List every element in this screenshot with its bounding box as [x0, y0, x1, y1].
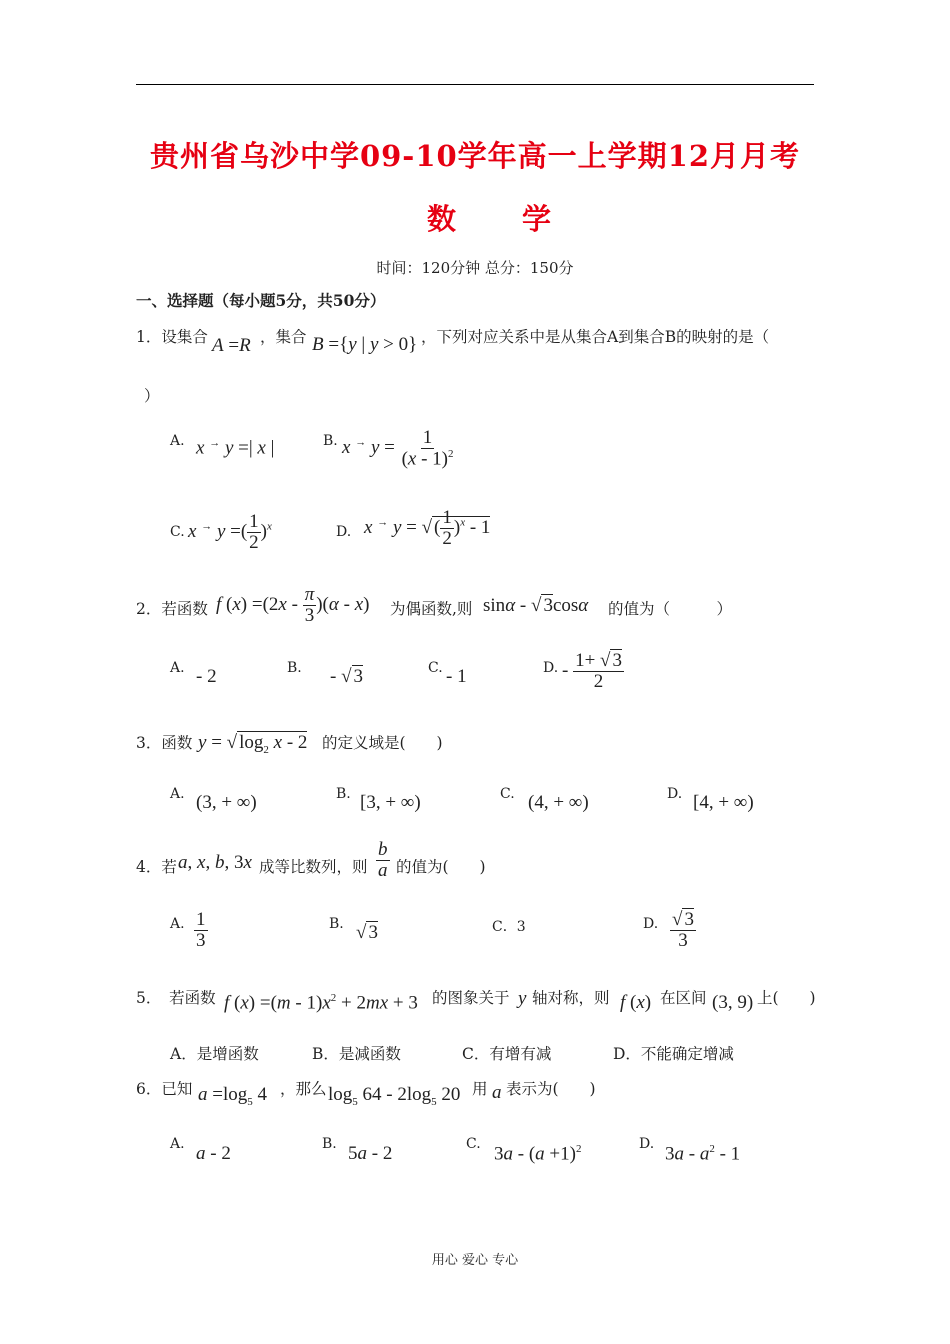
- q4-option-b-label: B.: [329, 916, 344, 932]
- q6-text-c: 用: [472, 1080, 488, 1098]
- q1-option-a-math: x → y =| x |: [196, 437, 275, 459]
- q6-option-a-label: A.: [170, 1136, 185, 1152]
- q1-math-setB: B ={y | y > 0}: [312, 334, 418, 355]
- q4-option-a-math: $\frac{1}{3}$: [196, 909, 206, 951]
- q5-option-d: D．不能确定增减: [613, 1045, 734, 1063]
- q3-text-a: 3．函数: [136, 734, 193, 752]
- q1-option-d-math: x → y = √ ( $\frac{1}{2}$ )$^x$ - 1: [364, 507, 491, 549]
- q5-text-c: 轴对称，则: [532, 989, 610, 1007]
- q3-option-b-label: B.: [336, 786, 351, 802]
- q2-text-c: 的值为（ ）: [608, 600, 733, 618]
- q5-math-function: f $(x) =(m - 1)x^2 + 2mx + 3$: [224, 992, 418, 1014]
- q3-option-a-label: A.: [170, 786, 185, 802]
- q6-math-expression: $\log_5 64 - 2\log_5$ 20: [328, 1084, 461, 1108]
- q4-option-d-math: $\frac{√ 3}{3}$: [672, 909, 694, 951]
- q6-option-b-math: 5a - 2: [348, 1143, 393, 1164]
- q3-text-b: 的定义域是( ): [322, 734, 443, 752]
- q5-text-a: 5． 若函数: [136, 989, 216, 1007]
- exam-meta: 时间：120分钟 总分：150分: [376, 259, 574, 277]
- q4-math-ratio: $\frac{b}{a}$: [378, 839, 388, 881]
- q2-math-function: f (x) =(2x - $\frac{\pi}{3}$ )(α - x): [216, 584, 370, 626]
- q5-math-f: f (x): [620, 992, 652, 1013]
- q1-option-c-math: x → y =( $\frac{1}{2}$ )$^x$: [188, 511, 272, 553]
- q1-option-b-label: B.: [323, 433, 338, 449]
- q6-option-c-math: $3a - (a +1)^2$: [494, 1143, 582, 1165]
- q1-text-d: ）: [144, 387, 160, 405]
- q6-text-d: 表示为( ): [506, 1080, 596, 1098]
- q3-option-a-math: (3, + ∞): [196, 792, 257, 813]
- q2-option-b-math: - √ 3: [330, 666, 364, 687]
- q2-option-c-math: - 1: [446, 666, 467, 687]
- q4-text-c: 的值为( ): [396, 858, 486, 876]
- q5-option-a: A．是增函数: [170, 1045, 259, 1063]
- q6-math-a-def: $a =\log_5$ 4: [198, 1084, 267, 1108]
- q3-option-c-math: (4, + ∞): [528, 792, 589, 813]
- q3-option-c-label: C.: [500, 786, 515, 802]
- q4-option-b-math: √ 3: [356, 922, 378, 943]
- q6-option-d-math: $3a - a^2 - 1$: [665, 1143, 741, 1165]
- q3-option-d-label: D.: [667, 786, 683, 802]
- q5-text-e: 上( ): [757, 989, 816, 1007]
- header-rule: [136, 84, 814, 85]
- page-footer: 用心 爱心 专心: [431, 1253, 519, 1268]
- exam-title: 贵州省乌沙中学09-10学年高一上学期12月月考: [149, 139, 801, 173]
- q2-option-b-label: B.: [287, 660, 302, 676]
- section-heading: 一、选择题（每小题5分，共50分）: [136, 291, 386, 310]
- q1-option-d-label: D.: [336, 524, 352, 540]
- q3-option-d-math: [4, + ∞): [693, 792, 754, 813]
- q5-math-y: y: [518, 988, 527, 1009]
- q1-text-a: 1．设集合: [136, 328, 208, 346]
- q4-option-c-label: C．3: [492, 919, 526, 935]
- q4-option-d-label: D.: [643, 916, 659, 932]
- q4-text-b: 成等比数列，则: [259, 858, 368, 876]
- q1-text-c: ，下列对应关系中是从集合A到集合B的映射的是（: [421, 328, 770, 346]
- q1-math-setA: A =R: [212, 335, 251, 356]
- q6-option-d-label: D.: [639, 1136, 655, 1152]
- q5-text-b: 的图象关于: [432, 989, 510, 1007]
- q6-option-c-label: C.: [466, 1136, 481, 1152]
- q2-text-b: 为偶函数,则: [390, 600, 473, 618]
- q2-option-a-math: - 2: [196, 666, 217, 687]
- q2-option-c-label: C.: [428, 660, 443, 676]
- q1-option-c-label: C.: [170, 524, 185, 540]
- q4-math-sequence: a, x, b, 3x: [178, 852, 252, 873]
- q6-math-a: a: [492, 1082, 502, 1103]
- q6-option-b-label: B.: [322, 1136, 337, 1152]
- q5-option-c: C．有增有减: [462, 1045, 552, 1063]
- q1-text-b: ，集合: [260, 328, 307, 346]
- q1-option-a-label: A.: [170, 433, 185, 449]
- q2-math-expression: sinα - √ 3cosα: [483, 595, 589, 616]
- q6-text-b: ，那么: [280, 1080, 327, 1098]
- q5-text-d: 在区间: [660, 989, 707, 1007]
- q4-text-a: 4．若: [136, 858, 177, 876]
- q6-text-a: 6．已知: [136, 1080, 193, 1098]
- q3-option-b-math: [3, + ∞): [360, 792, 421, 813]
- q2-option-d-label: D.: [543, 660, 559, 676]
- q6-option-a-math: a - 2: [196, 1143, 231, 1164]
- q3-math-function: y = √ $\log_2 x - 2$: [198, 732, 308, 756]
- q2-option-a-label: A.: [170, 660, 185, 676]
- q5-option-b: B．是减函数: [312, 1045, 401, 1063]
- q4-option-a-label: A.: [170, 916, 185, 932]
- q2-option-d-math: - $\frac{1+ √ 3}{2}$: [562, 650, 622, 692]
- subject-title: 数 学: [426, 202, 580, 236]
- q1-option-b-math: x → y = $\frac{1}{(x - 1)^2}$: [342, 427, 454, 470]
- q5-math-interval: (3, 9): [712, 992, 754, 1013]
- q2-text-a: 2．若函数: [136, 600, 208, 618]
